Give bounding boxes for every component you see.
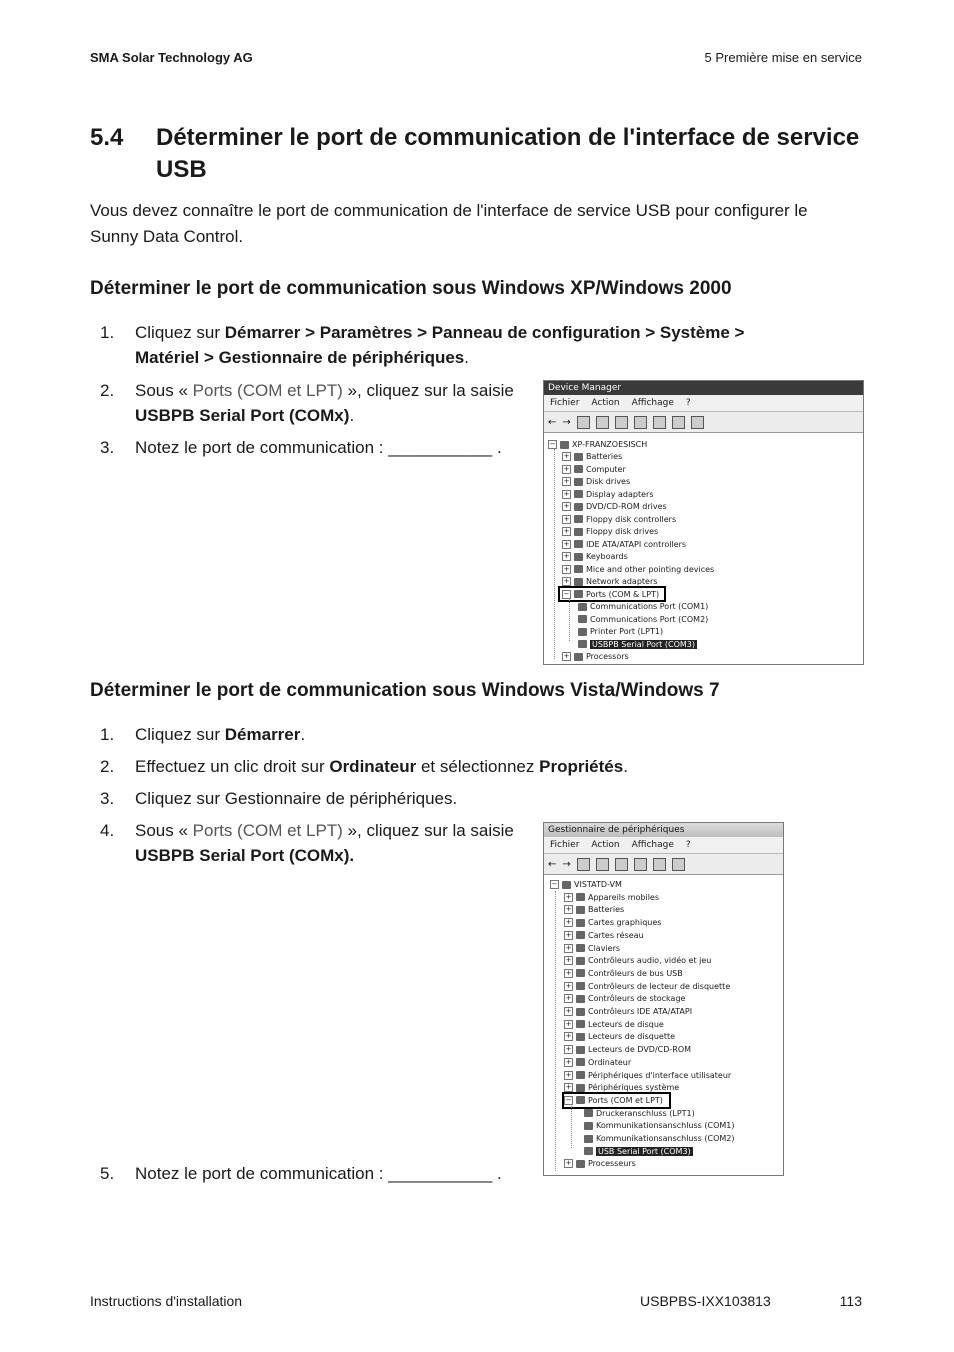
menu-item[interactable]: Action: [591, 840, 620, 850]
tree-root[interactable]: − XP-FRANZOESISCH: [549, 440, 648, 449]
w7-step-4: [90, 818, 530, 868]
tree-item[interactable]: + Mice and other pointing devices: [563, 564, 715, 574]
step-text: », cliquez sur la saisie: [342, 821, 514, 840]
device-icon: [574, 553, 583, 561]
step-number: 5.: [100, 1164, 115, 1183]
tree-item[interactable]: + DVD/CD-ROM drives: [563, 502, 667, 511]
step-number: 3.: [100, 789, 115, 808]
device-icon: [576, 1046, 585, 1054]
step-text: Cliquez sur: [135, 323, 225, 342]
step-text: .: [464, 348, 469, 367]
tree-item[interactable]: + Disk drives: [563, 477, 631, 486]
w7-device-manager-window: [543, 822, 784, 1176]
tree-item[interactable]: + Contrôleurs de stockage: [565, 994, 686, 1004]
computer-icon: [560, 441, 569, 449]
device-icon: [574, 528, 583, 536]
device-icon: [574, 453, 583, 461]
processor-icon: [576, 1160, 585, 1168]
w7-step-1: [90, 722, 810, 747]
tree-item-ports[interactable]: − Ports (COM & LPT): [563, 589, 660, 599]
properties-icon[interactable]: [577, 858, 590, 871]
xp-heading: Déterminer le port de communication sous Windows XP/Windows 2000: [90, 278, 732, 299]
device-icon: [576, 1008, 585, 1016]
device-icon: [576, 1033, 585, 1041]
tree-item[interactable]: + Batteries: [563, 452, 623, 461]
step-text: Cliquez sur: [135, 725, 225, 744]
tree-item[interactable]: + Lecteurs de disquette: [565, 1032, 676, 1042]
w7-step-3: [90, 786, 810, 811]
disable-icon[interactable]: [691, 416, 704, 429]
highlight-box: [558, 586, 666, 602]
header-chapter: 5 Première mise en service: [704, 50, 862, 65]
forward-arrow-icon[interactable]: →: [562, 416, 571, 428]
menu-item[interactable]: Fichier: [550, 840, 580, 850]
device-icon: [574, 565, 583, 573]
w7-step-2: [90, 754, 810, 779]
back-arrow-icon[interactable]: ←: [548, 858, 557, 870]
device-icon: [576, 1058, 585, 1066]
intro-paragraph: Vous devez connaître le port de communication de l'interface de service USB pour configurer le Sunny Data Control.: [90, 201, 808, 246]
footer-page-number: 113: [839, 1293, 862, 1309]
section-number: 5.4: [90, 124, 124, 151]
tree-item[interactable]: + Display adapters: [563, 489, 654, 499]
tree-child[interactable]: Communications Port (COM1): [578, 601, 708, 613]
section-title-line2: USB: [156, 156, 207, 183]
step-text: Notez le port de communication : ___________ .: [135, 1164, 502, 1183]
step-text: .: [623, 757, 628, 776]
tree-item[interactable]: + Périphériques d'interface utilisateur: [565, 1070, 732, 1080]
device-icon: [574, 478, 583, 486]
port-icon: [578, 603, 587, 611]
tree-item[interactable]: + Contrôleurs de lecteur de disquette: [565, 981, 731, 991]
tree-item[interactable]: + Lecteurs de DVD/CD-ROM: [565, 1045, 692, 1055]
device-icon: [576, 1020, 585, 1028]
forward-arrow-icon[interactable]: →: [562, 858, 571, 870]
uninstall-icon[interactable]: [672, 416, 685, 429]
window-menu: [544, 395, 863, 412]
properties-icon[interactable]: [577, 416, 590, 429]
step-bold: Démarrer: [224, 725, 301, 744]
device-icon: [576, 906, 585, 914]
footer-left: Instructions d'installation: [90, 1293, 243, 1309]
update-driver-icon[interactable]: [653, 416, 666, 429]
port-icon: [578, 640, 587, 648]
step-bold: Propriétés: [539, 757, 624, 776]
step-text: Notez le port de communication : ___________ .: [135, 438, 502, 457]
step-bold: Démarrer > Paramètres > Panneau de configuration > Système > Matériel > Gestionnaire de périphériques: [135, 323, 745, 367]
device-icon: [576, 893, 585, 901]
menu-item[interactable]: Action: [591, 398, 620, 408]
tree-child-selected[interactable]: USBPB Serial Port (COM3): [578, 639, 697, 651]
tree-item[interactable]: + Floppy disk drives: [563, 527, 659, 536]
print-icon[interactable]: [596, 416, 609, 429]
tree-item[interactable]: + Contrôleurs audio, vidéo et jeu: [565, 956, 712, 966]
device-icon: [576, 931, 585, 939]
view-icon[interactable]: [596, 858, 609, 871]
tree-item[interactable]: + Appareils mobiles: [565, 892, 660, 902]
tree-child-selected[interactable]: USB Serial Port (COM3): [584, 1146, 693, 1158]
step-text: .: [349, 406, 355, 425]
tree-item[interactable]: + Contrôleurs de bus USB: [565, 968, 683, 978]
tree-item[interactable]: + Lecteurs de disque: [565, 1019, 664, 1029]
device-icon: [576, 1071, 585, 1079]
menu-item[interactable]: ?: [685, 398, 691, 408]
port-icon: [578, 628, 587, 636]
tree-item[interactable]: + IDE ATA/ATAPI controllers: [563, 539, 687, 549]
window-title: Gestionnaire de périphériques: [544, 823, 783, 837]
step-text: et sélectionnez: [416, 757, 540, 776]
tree-item[interactable]: + Network adapters: [563, 577, 658, 586]
xp-device-manager-window: [543, 380, 864, 665]
tree-item[interactable]: + Cartes réseau: [565, 930, 644, 940]
step-number: 3.: [100, 438, 115, 457]
help-icon[interactable]: [615, 416, 628, 429]
tree-child[interactable]: Kommunikationsanschluss (COM2): [584, 1133, 734, 1145]
processor-icon: [574, 653, 583, 661]
step-number: 4.: [100, 821, 115, 840]
tree-item[interactable]: + Floppy disk controllers: [563, 514, 677, 524]
tree-item[interactable]: + Processors: [563, 652, 629, 661]
update-driver-icon[interactable]: [653, 858, 666, 871]
xp-step-3: [90, 435, 530, 460]
device-icon: [574, 465, 583, 473]
menu-item[interactable]: Fichier: [550, 398, 580, 408]
w7-heading: Déterminer le port de communication sous Windows Vista/Windows 7: [90, 680, 720, 701]
menu-item[interactable]: Affichage: [631, 840, 674, 850]
step-number: 1.: [100, 323, 115, 342]
port-icon: [584, 1122, 593, 1130]
step-text: Cliquez sur Gestionnaire de périphériques.: [135, 789, 458, 808]
tree-child[interactable]: Druckeranschluss (LPT1): [584, 1108, 695, 1120]
port-icon: [584, 1109, 593, 1117]
device-icon: [576, 957, 585, 965]
tree-item[interactable]: + Claviers: [565, 943, 621, 953]
device-icon: [574, 578, 583, 586]
step-text: .: [300, 725, 306, 744]
window-menu: [544, 837, 783, 854]
highlight-box: [562, 1092, 671, 1109]
device-icon: [576, 982, 585, 990]
toolbar: [544, 854, 783, 875]
footer-doc-id: USBPBS-IXX103813: [640, 1293, 771, 1309]
back-arrow-icon[interactable]: ←: [548, 416, 557, 428]
device-icon: [574, 490, 583, 498]
device-icon: [576, 944, 585, 952]
tree-item-ports[interactable]: − Ports (COM et LPT): [565, 1095, 663, 1105]
device-icon: [574, 540, 583, 548]
tree-child[interactable]: Printer Port (LPT1): [578, 626, 663, 638]
tree-item[interactable]: + Computer: [563, 464, 626, 474]
tree-item[interactable]: + Cartes graphiques: [565, 918, 662, 928]
tree-root[interactable]: − VISTATD-VM: [551, 880, 622, 889]
w7-step-5: [90, 1161, 530, 1186]
tree-item[interactable]: + Batteries: [565, 905, 625, 915]
step-bold: USBPB Serial Port (COMx).: [135, 846, 355, 865]
device-icon: [576, 995, 585, 1003]
step-number: 1.: [100, 725, 115, 744]
help-icon[interactable]: [615, 858, 628, 871]
menu-item[interactable]: ?: [685, 840, 691, 850]
step-text: Effectuez un clic droit sur: [135, 757, 330, 776]
header-company: SMA Solar Technology AG: [90, 50, 253, 65]
step-light: Ports (COM et LPT): [192, 821, 343, 840]
tree-item[interactable]: + Processeurs: [565, 1159, 636, 1169]
step-bold: USBPB Serial Port (COMx): [135, 406, 350, 425]
device-icon: [576, 969, 585, 977]
port-icon: [584, 1135, 593, 1143]
section-title: [90, 122, 880, 186]
device-icon: [576, 1084, 585, 1092]
step-number: 2.: [100, 757, 115, 776]
step-text: Sous «: [135, 381, 193, 400]
tree-item[interactable]: + Contrôleurs IDE ATA/ATAPI: [565, 1007, 693, 1016]
device-icon: [574, 503, 583, 511]
device-icon: [574, 515, 583, 523]
computer-icon: [562, 881, 571, 889]
scan-icon[interactable]: [634, 858, 647, 871]
uninstall-icon[interactable]: [672, 858, 685, 871]
tree-item[interactable]: + Keyboards: [563, 552, 628, 561]
tree-item[interactable]: + Ordinateur: [565, 1057, 632, 1067]
step-text: Sous «: [135, 821, 193, 840]
menu-item[interactable]: Affichage: [631, 398, 674, 408]
tree-item[interactable]: + Périphériques système: [565, 1083, 680, 1093]
step-number: 2.: [100, 381, 115, 400]
port-icon: [578, 615, 587, 623]
step-light: Ports (COM et LPT): [192, 381, 343, 400]
scan-icon[interactable]: [634, 416, 647, 429]
xp-step-1: [90, 320, 810, 370]
step-bold: Ordinateur: [329, 757, 417, 776]
toolbar: [544, 412, 863, 433]
port-icon: [584, 1147, 593, 1155]
section-title-line1: Déterminer le port de communication de l'interface de service: [156, 124, 860, 151]
device-icon: [576, 919, 585, 927]
xp-step-2: [90, 378, 530, 428]
window-title: Device Manager: [544, 381, 863, 395]
tree-child[interactable]: Communications Port (COM2): [578, 614, 708, 626]
tree-child[interactable]: Kommunikationsanschluss (COM1): [584, 1120, 734, 1132]
step-text: », cliquez sur la saisie: [342, 381, 514, 400]
